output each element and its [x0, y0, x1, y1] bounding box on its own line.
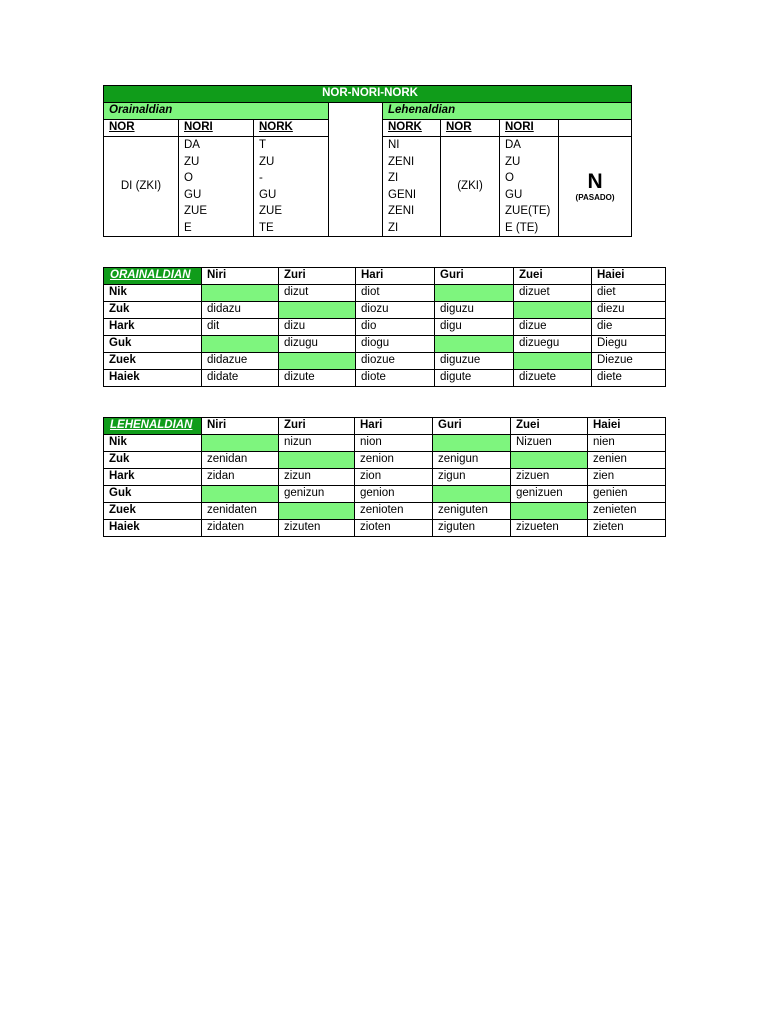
table-row	[104, 486, 666, 503]
column-header: Guri	[433, 418, 511, 435]
present-table-label-text: ORAINALDIAN	[110, 269, 191, 282]
conjugation-cell: digute	[435, 370, 514, 387]
column-header: Haiei	[588, 418, 666, 435]
table-row	[104, 285, 666, 302]
column-header: Hari	[356, 268, 435, 285]
conjugation-cell: zeniguten	[433, 503, 511, 520]
column-header: Niri	[202, 268, 279, 285]
list-item: ZU	[259, 155, 275, 168]
conjugation-cell: nizun	[279, 435, 355, 452]
conjugation-cell: didazu	[202, 302, 279, 319]
highlighted-empty-cell	[202, 435, 279, 452]
conjugation-cell: diguzu	[435, 302, 514, 319]
conjugation-cell: dit	[202, 319, 279, 336]
column-header: Zuei	[514, 268, 592, 285]
list-item: ZI	[388, 172, 399, 184]
column-header: Niri	[202, 418, 279, 435]
conjugation-cell: zenigun	[433, 452, 511, 469]
table-row	[104, 302, 666, 319]
list-item: GU	[184, 188, 202, 201]
highlighted-empty-cell	[202, 336, 279, 353]
list-item: ZI	[388, 221, 399, 234]
conjugation-cell: genion	[355, 486, 433, 503]
nor-nori-nork-summary-table	[103, 85, 632, 237]
conjugation-cell: zenien	[588, 452, 666, 469]
highlighted-empty-cell	[511, 503, 588, 520]
conjugation-cell: zizueten	[511, 520, 588, 537]
conjugation-cell: zenieten	[588, 503, 666, 520]
list-item: -	[259, 172, 263, 184]
row-subject: Nik	[104, 435, 202, 452]
conjugation-cell: zidan	[202, 469, 279, 486]
conjugation-cell: ziguten	[433, 520, 511, 537]
highlighted-empty-cell	[435, 336, 514, 353]
past-header-nork: NORK	[383, 120, 441, 137]
row-subject: Hark	[104, 469, 202, 486]
list-item: T	[259, 139, 267, 151]
highlighted-empty-cell	[279, 503, 355, 520]
conjugation-cell: diogu	[356, 336, 435, 353]
row-subject: Guk	[104, 336, 202, 353]
past-marker-note: (PASADO)	[575, 192, 615, 202]
row-subject: Zuek	[104, 503, 202, 520]
conjugation-cell: nien	[588, 435, 666, 452]
conjugation-cell: zenidaten	[202, 503, 279, 520]
row-subject: Zuek	[104, 353, 202, 370]
highlighted-empty-cell	[433, 486, 511, 503]
row-subject: Haiek	[104, 370, 202, 387]
row-subject: Hark	[104, 319, 202, 336]
row-subject: Zuk	[104, 302, 202, 319]
present-nork-list	[254, 137, 329, 237]
highlighted-empty-cell	[279, 353, 356, 370]
past-header-empty	[559, 120, 632, 137]
list-item: ZU	[505, 155, 521, 168]
table-row	[104, 336, 666, 353]
past-table-body	[104, 435, 666, 537]
present-nor-value: DI (ZKI)	[104, 137, 179, 237]
conjugation-cell: dizut	[279, 285, 356, 302]
conjugation-cell: dizuete	[514, 370, 592, 387]
highlighted-empty-cell	[279, 452, 355, 469]
highlighted-empty-cell	[202, 486, 279, 503]
conjugation-cell: zioten	[355, 520, 433, 537]
conjugation-cell: diozu	[356, 302, 435, 319]
list-item: DA	[505, 139, 521, 151]
list-item: O	[505, 172, 514, 184]
present-header-nork: NORK	[254, 120, 329, 137]
summary-title: NOR-NORI-NORK	[104, 86, 632, 103]
conjugation-cell: zizun	[279, 469, 355, 486]
conjugation-cell: nion	[355, 435, 433, 452]
past-label: Lehenaldian	[383, 103, 632, 120]
present-header-row	[104, 268, 666, 285]
past-marker: N	[587, 169, 603, 193]
conjugation-cell: diozue	[356, 353, 435, 370]
conjugation-cell: digu	[435, 319, 514, 336]
column-header: Zuri	[279, 418, 355, 435]
list-item: NI	[388, 139, 400, 151]
conjugation-cell: zien	[588, 469, 666, 486]
highlighted-empty-cell	[202, 285, 279, 302]
conjugation-cell: zenioten	[355, 503, 433, 520]
conjugation-cell: didazue	[202, 353, 279, 370]
past-header-nor: NOR	[441, 120, 500, 137]
past-header-row	[104, 418, 666, 435]
highlighted-empty-cell	[514, 353, 592, 370]
highlighted-empty-cell	[279, 302, 356, 319]
conjugation-cell: diote	[356, 370, 435, 387]
present-conjugation-table	[103, 267, 666, 387]
present-header-nor: NOR	[104, 120, 179, 137]
column-header: Guri	[435, 268, 514, 285]
conjugation-cell: genien	[588, 486, 666, 503]
highlighted-empty-cell	[435, 285, 514, 302]
row-subject: Haiek	[104, 520, 202, 537]
conjugation-cell: zenion	[355, 452, 433, 469]
conjugation-cell: dizuegu	[514, 336, 592, 353]
table-row	[104, 503, 666, 520]
row-subject: Nik	[104, 285, 202, 302]
column-header: Zuri	[279, 268, 356, 285]
table-row	[104, 370, 666, 387]
conjugation-cell: zenidan	[202, 452, 279, 469]
highlighted-empty-cell	[511, 452, 588, 469]
conjugation-cell: diot	[356, 285, 435, 302]
past-table-label	[104, 418, 202, 435]
past-conjugation-table	[103, 417, 666, 537]
list-item: O	[184, 172, 193, 184]
table-row	[104, 353, 666, 370]
conjugation-cell: zigun	[433, 469, 511, 486]
table-row	[104, 319, 666, 336]
table-row	[104, 452, 666, 469]
conjugation-cell: zion	[355, 469, 433, 486]
present-header-nori: NORI	[179, 120, 254, 137]
list-item: ZUE	[184, 205, 207, 217]
conjugation-cell: zieten	[588, 520, 666, 537]
conjugation-cell: Diezue	[592, 353, 666, 370]
list-item: DA	[184, 139, 200, 151]
column-header: Hari	[355, 418, 433, 435]
conjugation-cell: diezu	[592, 302, 666, 319]
list-item: GU	[259, 188, 277, 201]
past-marker-cell	[559, 137, 632, 237]
conjugation-cell: dizuet	[514, 285, 592, 302]
conjugation-cell: Diegu	[592, 336, 666, 353]
past-header-nori: NORI	[500, 120, 559, 137]
past-table-label-text: LEHENALDIAN	[110, 419, 193, 432]
column-header: Haiei	[592, 268, 666, 285]
list-item: ZENI	[388, 155, 415, 168]
conjugation-cell: genizun	[279, 486, 355, 503]
conjugation-cell: zizuen	[511, 469, 588, 486]
conjugation-cell: genizuen	[511, 486, 588, 503]
list-item: TE	[259, 221, 274, 234]
conjugation-cell: Nizuen	[511, 435, 588, 452]
spacer-cell	[329, 103, 383, 237]
conjugation-cell: zidaten	[202, 520, 279, 537]
highlighted-empty-cell	[433, 435, 511, 452]
present-label: Orainaldian	[104, 103, 329, 120]
conjugation-cell: diete	[592, 370, 666, 387]
list-item: GU	[505, 188, 523, 201]
conjugation-cell: dizu	[279, 319, 356, 336]
present-table-body	[104, 285, 666, 387]
table-row	[104, 520, 666, 537]
past-nor-value: (ZKI)	[441, 137, 500, 237]
list-item: ZENI	[388, 205, 415, 217]
highlighted-empty-cell	[514, 302, 592, 319]
table-row	[104, 435, 666, 452]
conjugation-cell: zizuten	[279, 520, 355, 537]
list-item: GENI	[388, 188, 417, 201]
list-item: E	[184, 221, 192, 234]
list-item: E (TE)	[505, 221, 539, 234]
conjugation-cell: dizute	[279, 370, 356, 387]
column-header: Zuei	[511, 418, 588, 435]
present-table-label	[104, 268, 202, 285]
conjugation-cell: dio	[356, 319, 435, 336]
conjugation-cell: dizue	[514, 319, 592, 336]
conjugation-cell: diguzue	[435, 353, 514, 370]
present-nori-list	[179, 137, 254, 237]
list-item: ZU	[184, 155, 200, 168]
conjugation-cell: die	[592, 319, 666, 336]
conjugation-cell: didate	[202, 370, 279, 387]
list-item: ZUE(TE)	[505, 205, 551, 217]
row-subject: Guk	[104, 486, 202, 503]
past-nori-list	[500, 137, 559, 237]
table-row	[104, 469, 666, 486]
conjugation-cell: dizugu	[279, 336, 356, 353]
list-item: ZUE	[259, 205, 282, 217]
conjugation-cell: diet	[592, 285, 666, 302]
row-subject: Zuk	[104, 452, 202, 469]
past-nork-list	[383, 137, 441, 237]
